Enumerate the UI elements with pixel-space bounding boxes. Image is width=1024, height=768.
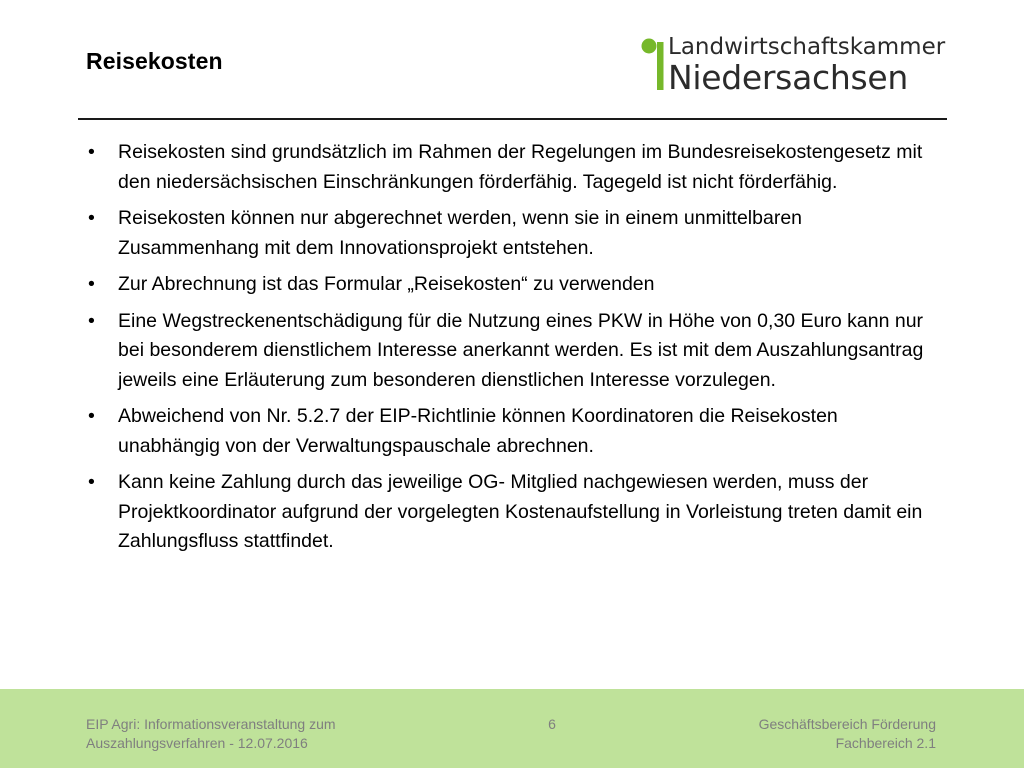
bullet-list — [86, 138, 926, 564]
bullet-marker: • — [88, 141, 95, 163]
bullet-item — [86, 402, 926, 461]
bullet-item — [86, 468, 926, 557]
logo — [640, 32, 960, 97]
bullet-item — [86, 204, 926, 263]
bullet-marker: • — [88, 273, 95, 295]
bullet-text: Eine Wegstreckenentschädigung für die Nutzung eines PKW in Höhe von 0,30 Euro kann nur bei besonderem dienstlichem Interesse anerkannt werden. Es ist mit dem Auszahlungsantrag jeweils eine Erläuterung zum besonderen dienstlichen Interesse vorzulegen. — [118, 309, 924, 391]
bullet-marker: • — [88, 405, 95, 427]
logo-text-line1: Landwirtschaftskammer — [668, 34, 946, 60]
bullet-marker: • — [88, 309, 95, 332]
bullet-item — [86, 270, 926, 300]
title-divider — [78, 118, 947, 120]
slide-title: Reisekosten — [86, 48, 223, 74]
bullet-text: Reisekosten sind grundsätzlich im Rahmen der Regelungen im Bundesreisekostengesetz mit den niedersächsischen Einschränkungen förderfähig. Tagegeld ist nicht förderfähig. — [118, 141, 923, 193]
bullet-marker: • — [88, 207, 95, 229]
footer-bar — [0, 689, 1024, 768]
bullet-marker: • — [88, 471, 95, 493]
page-number: 6 — [548, 716, 556, 732]
bullet-item — [86, 138, 926, 197]
footer-event-line1: EIP Agri: Informationsveranstaltung zum — [86, 716, 336, 732]
footer-event-line2: Auszahlungsverfahren - 12.07.2016 — [86, 735, 308, 751]
bullet-text: Zur Abrechnung ist das Formular „Reisekosten“ zu verwenden — [118, 273, 655, 295]
logo-mark-icon — [640, 32, 668, 94]
footer-department-info — [759, 715, 936, 753]
footer-department-line2: Fachbereich 2.1 — [835, 735, 936, 751]
footer-event-info — [86, 715, 336, 753]
bullet-text: Kann keine Zahlung durch das jeweilige OG- Mitglied nachgewiesen werden, muss der Projektkoordinator aufgrund der vorgelegten Kostenaufstellung in Vorleistung treten damit ein Zahlungsfluss stattfindet. — [118, 471, 923, 552]
footer-department-line1: Geschäftsbereich Förderung — [758, 716, 936, 732]
bullet-item — [86, 307, 926, 396]
bullet-text: Abweichend von Nr. 5.2.7 der EIP-Richtlinie können Koordinatoren die Reisekosten unabhängig von der Verwaltungspauschale abrechnen. — [118, 405, 838, 457]
logo-text-line2: Niedersachsen — [668, 58, 908, 97]
bullet-text: Reisekosten können nur abgerechnet werden, wenn sie in einem unmittelbaren Zusammenhang mit dem Innovationsprojekt entstehen. — [118, 207, 803, 259]
